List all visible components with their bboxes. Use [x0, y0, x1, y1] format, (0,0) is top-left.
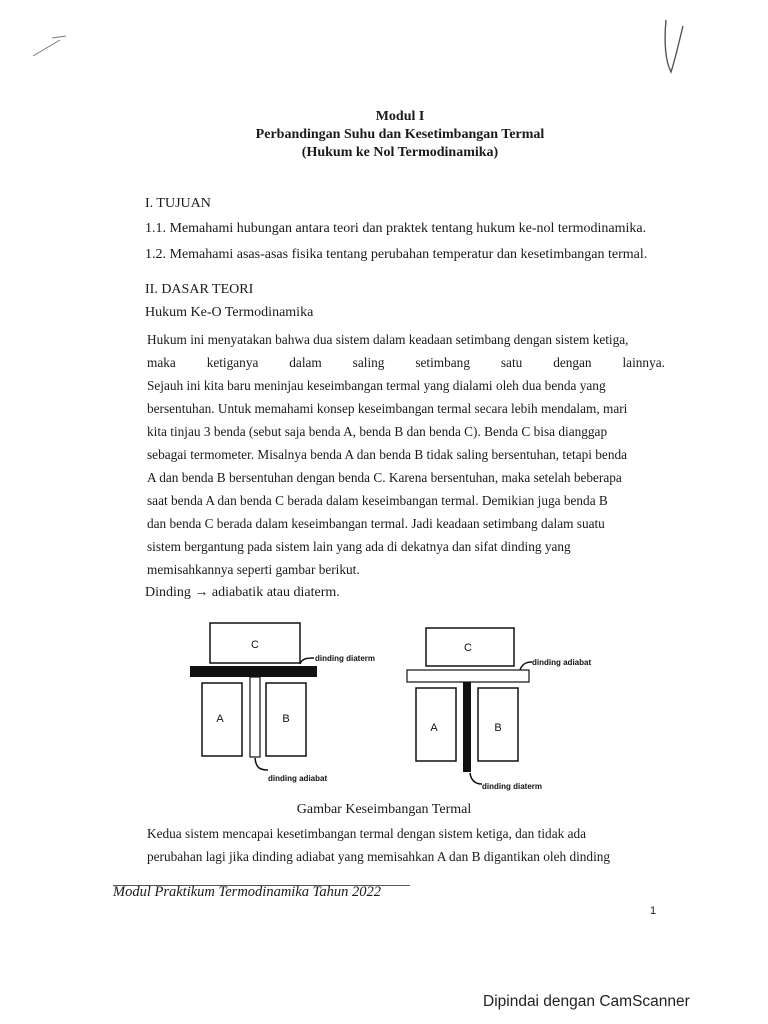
paragraph-line-justified [147, 351, 665, 374]
checkmark-icon [655, 12, 695, 77]
label-a: A [430, 722, 438, 734]
word: setimbang [415, 355, 470, 370]
word: satu [500, 355, 523, 370]
theory-paragraph [147, 328, 665, 581]
section-heading-tujuan: I. TUJUAN [145, 196, 211, 211]
pen-mark [30, 32, 70, 62]
paragraph-line: sistem bergantung pada sistem lain yang ada di dekatnya dan sifat dinding yang [147, 539, 571, 554]
paragraph-line: saat benda A dan benda C berada dalam keseimbangan termal. Demikian juga benda B [147, 493, 608, 508]
module-label: Modul I [375, 109, 425, 124]
section-heading-dasar-teori: II. DASAR TEORI [145, 282, 254, 297]
paragraph-line: Sejauh ini kita baru meninjau keseimbangan termal yang dialami oleh dua benda yang [147, 378, 606, 393]
word: lainnya. [622, 355, 665, 370]
paragraph-line: kita tinjau 3 benda (sebut saja benda A, benda B dan benda C). Benda C bisa dianggap [147, 424, 608, 439]
diagram-adiabat-top [407, 628, 591, 791]
diagram-diaterm-top [190, 623, 375, 783]
word: saling [352, 355, 385, 370]
closing-paragraph [147, 822, 661, 868]
adiabat-wall [250, 677, 260, 757]
word: ketiganya [206, 355, 259, 370]
figure-caption: Gambar Keseimbangan Termal [296, 802, 472, 817]
pointer-line [520, 662, 532, 670]
paragraph-line: Hukum ini menyatakan bahwa dua sistem dalam keadaan setimbang dengan sistem ketiga, [147, 332, 629, 347]
objective-number: 1.1. [145, 221, 166, 236]
word: maka [147, 355, 176, 370]
paragraph-line: Kedua sistem mencapai kesetimbangan termal dengan sistem ketiga, dan tidak ada [147, 826, 587, 841]
wall-label: dinding adiabat [532, 658, 592, 667]
paragraph-line: A dan benda B bersentuhan dengan benda C. Karena bersentuhan, maka setelah beberapa [147, 470, 622, 485]
wall-label: dinding diaterm [315, 654, 375, 663]
label-b: B [494, 722, 502, 734]
paragraph-line: sebagai termometer. Misalnya benda A dan benda B tidak saling bersentuhan, tetapi benda [147, 447, 628, 462]
objective-number: 1.2. [145, 247, 166, 262]
title-block [140, 108, 660, 162]
pointer-line [255, 758, 268, 770]
document-subtitle: (Hukum ke Nol Termodinamika) [301, 145, 499, 160]
pointer-line [300, 658, 314, 664]
word: dengan [553, 355, 592, 370]
diaterm-wall [190, 666, 317, 677]
document-title: Perbandingan Suhu dan Kesetimbangan Termal [255, 127, 545, 142]
page-number: 1 [650, 905, 657, 917]
paragraph-line: dan benda C berada dalam keseimbangan termal. Jadi keadaan setimbang dalam suatu [147, 516, 605, 531]
wall-label: dinding diaterm [482, 782, 542, 791]
paragraph-line: perubahan lagi jika dinding adiabat yang memisahkan A dan B digantikan oleh dinding [147, 849, 611, 864]
objective-text: Memahami hubungan antara teori dan praktek tentang hukum ke-nol termodinamika. [169, 221, 647, 236]
adiabat-wall [407, 670, 529, 682]
diaterm-wall [463, 682, 471, 772]
objective-item-2 [145, 247, 665, 263]
paragraph-line: bersentuhan. Untuk memahami konsep keseimbangan termal secara lebih mendalam, mari [147, 401, 628, 416]
paragraph-line: memisahkannya seperti gambar berikut. [147, 562, 360, 577]
label-c: C [464, 642, 472, 654]
label-b: B [282, 713, 290, 725]
objective-item-1 [145, 221, 665, 237]
label-c: C [251, 639, 259, 651]
objective-text: Memahami asas-asas fisika tentang perubahan temperatur dan kesetimbangan termal. [169, 247, 648, 262]
pointer-line [470, 773, 482, 784]
word: dalam [289, 355, 322, 370]
subsection-heading: Hukum Ke-O Termodinamika [145, 305, 314, 320]
scanner-watermark: Dipindai dengan CamScanner [483, 993, 690, 1010]
footer-text: Modul Praktikum Termodinamika Tahun 2022 [113, 884, 381, 900]
dinding-line: Dinding → adiabatik atau diaterm. [145, 585, 340, 600]
thermal-equilibrium-figure [190, 618, 610, 798]
wall-label: dinding adiabat [268, 774, 328, 783]
label-a: A [216, 713, 224, 725]
